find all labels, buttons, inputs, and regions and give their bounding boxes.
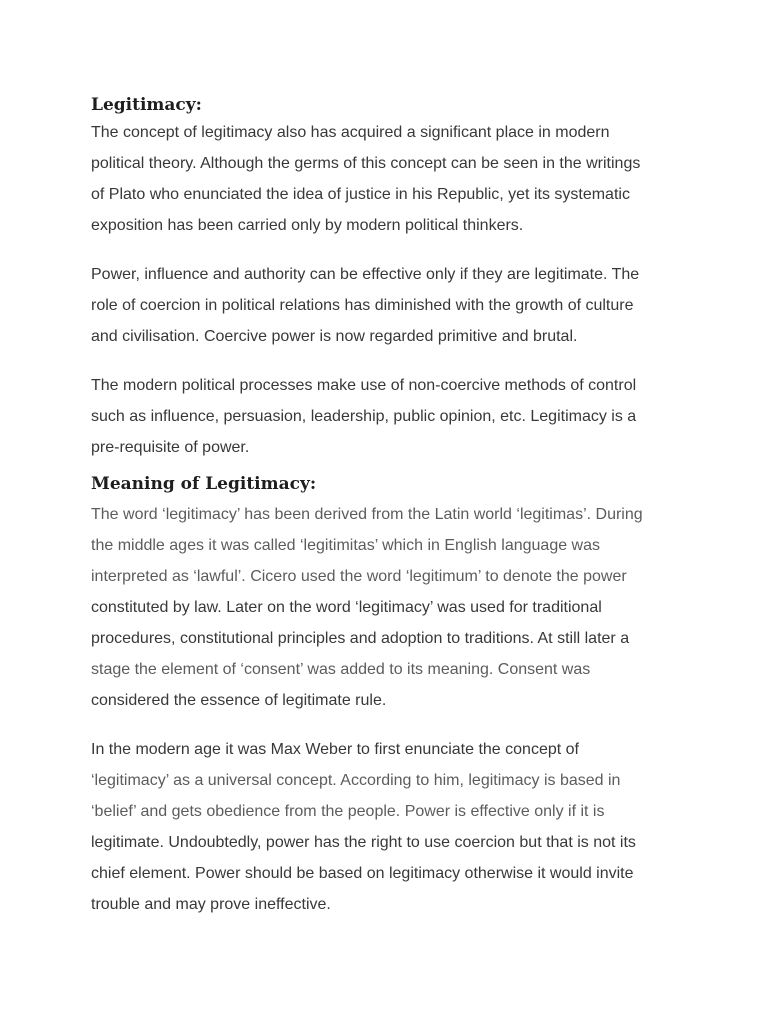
section-heading-meaning: Meaning of Legitimacy: xyxy=(91,474,317,494)
text-line: In the modern age it was Max Weber to first enunciate the concept of xyxy=(91,741,579,758)
text-line: The modern political processes make use of non-coercive methods of control xyxy=(91,377,637,394)
text-line: pre-requisite of power. xyxy=(91,439,250,456)
paragraph-2 xyxy=(91,259,691,352)
text-line: political theory. Although the germs of this concept can be seen in the writings xyxy=(91,155,641,172)
text-line: the middle ages it was called ‘legitimitas’ which in English language was xyxy=(91,537,601,554)
paragraph-3 xyxy=(91,370,691,463)
text-line: ‘legitimacy’ as a universal concept. According to him, legitimacy is based in xyxy=(91,772,621,789)
text-line: constituted by law. Later on the word ‘legitimacy’ was used for traditional xyxy=(91,599,602,616)
text-line: exposition has been carried only by modern political thinkers. xyxy=(91,217,524,234)
text-line: ‘belief’ and gets obedience from the people. Power is effective only if it is xyxy=(91,803,605,820)
text-line: of Plato who enunciated the idea of justice in his Republic, yet its systematic xyxy=(91,186,630,203)
section-heading-legitimacy: Legitimacy: xyxy=(91,95,202,115)
text-line: The word ‘legitimacy’ has been derived from the Latin world ‘legitimas’. During xyxy=(91,506,643,523)
text-line: trouble and may prove ineffective. xyxy=(91,896,331,913)
text-line: procedures, constitutional principles and adoption to traditions. At still later a xyxy=(91,630,630,647)
text-line: stage the element of ‘consent’ was added to its meaning. Consent was xyxy=(91,661,591,678)
text-line: and civilisation. Coercive power is now regarded primitive and brutal. xyxy=(91,328,578,345)
text-line: considered the essence of legitimate rule. xyxy=(91,692,387,709)
text-line: such as influence, persuasion, leadership, public opinion, etc. Legitimacy is a xyxy=(91,408,637,425)
paragraph-1 xyxy=(91,117,691,241)
document-page xyxy=(91,92,691,920)
paragraph-4 xyxy=(91,499,691,716)
text-line: The concept of legitimacy also has acquired a significant place in modern xyxy=(91,124,610,141)
text-line: interpreted as ‘lawful’. Cicero used the word ‘legitimum’ to denote the power xyxy=(91,568,627,585)
text-line: Power, influence and authority can be effective only if they are legitimate. The xyxy=(91,266,640,283)
text-line: legitimate. Undoubtedly, power has the right to use coercion but that is not its xyxy=(91,834,636,851)
paragraph-5 xyxy=(91,734,691,920)
text-line: chief element. Power should be based on legitimacy otherwise it would invite xyxy=(91,865,634,882)
text-line: role of coercion in political relations has diminished with the growth of culture xyxy=(91,297,634,314)
